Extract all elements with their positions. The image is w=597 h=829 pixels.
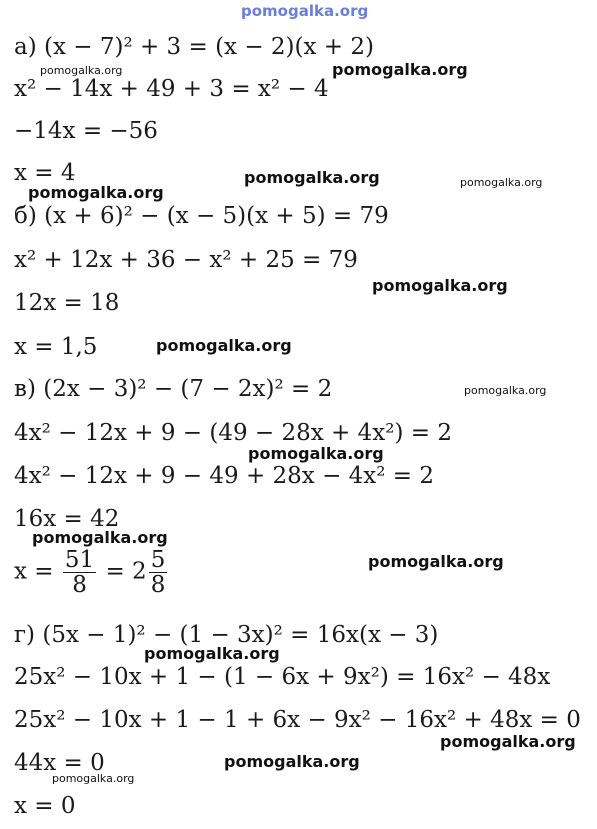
watermark-top: pomogalka.org bbox=[241, 2, 369, 20]
watermark: pomogalka.org bbox=[32, 528, 168, 547]
part-g-step-3: 44x = 0 bbox=[14, 750, 105, 776]
part-g-label: г) bbox=[14, 622, 36, 648]
part-b-step-2: 12x = 18 bbox=[14, 290, 120, 316]
part-v-step-2: 4x² − 12x + 9 − 49 + 28x − 4x² = 2 bbox=[14, 463, 435, 489]
part-b-equation bbox=[14, 205, 389, 228]
watermark: pomogalka.org bbox=[144, 644, 280, 663]
part-a-step-3: x = 4 bbox=[14, 160, 76, 186]
part-v-result-prefix: x = bbox=[14, 558, 54, 585]
watermark: pomogalka.org bbox=[248, 444, 384, 463]
part-v-result bbox=[14, 548, 169, 597]
watermark: pomogalka.org bbox=[224, 752, 360, 771]
part-v-fraction bbox=[63, 548, 96, 597]
part-v-step-3: 16x = 42 bbox=[14, 506, 120, 532]
watermark: pomogalka.org bbox=[332, 60, 468, 79]
part-v-label: в) bbox=[14, 376, 36, 402]
part-a-label: а) bbox=[14, 34, 37, 60]
part-v-result-eq: = 2 bbox=[105, 558, 147, 585]
part-a-step-1: x² − 14x + 49 + 3 = x² − 4 bbox=[14, 76, 329, 102]
part-v-fraction-num: 51 bbox=[64, 547, 95, 573]
watermark: pomogalka.org bbox=[244, 168, 380, 187]
part-g-step-2: 25x² − 10x + 1 − 1 + 6x − 9x² − 16x² + 48x = 0 bbox=[14, 707, 581, 733]
part-b-label: б) bbox=[14, 203, 37, 229]
part-v-step-1: 4x² − 12x + 9 − (49 − 28x + 4x²) = 2 bbox=[14, 420, 452, 446]
part-b-step-1: x² + 12x + 36 − x² + 25 = 79 bbox=[14, 247, 358, 273]
watermark: pomogalka.org bbox=[52, 772, 135, 785]
watermark: pomogalka.org bbox=[372, 276, 508, 295]
watermark: pomogalka.org bbox=[368, 552, 504, 571]
watermark: pomogalka.org bbox=[464, 384, 547, 397]
part-v-mixed-fraction bbox=[149, 548, 168, 597]
watermark: pomogalka.org bbox=[460, 176, 543, 189]
part-a-equation-text: (x − 7)² + 3 = (x − 2)(x + 2) bbox=[44, 34, 374, 60]
watermark: pomogalka.org bbox=[440, 732, 576, 751]
part-b-step-3: x = 1,5 bbox=[14, 334, 98, 360]
watermark: pomogalka.org bbox=[156, 336, 292, 355]
part-v-mixed-den: 8 bbox=[150, 572, 166, 599]
part-g-step-1: 25x² − 10x + 1 − (1 − 6x + 9x²) = 16x² − 48x bbox=[14, 664, 551, 690]
watermark: pomogalka.org bbox=[40, 64, 123, 77]
part-v-fraction-den: 8 bbox=[63, 572, 96, 597]
watermark: pomogalka.org bbox=[28, 183, 164, 202]
part-b-equation-text: (x + 6)² − (x − 5)(x + 5) = 79 bbox=[44, 203, 389, 229]
part-g-equation-text: (5x − 1)² − (1 − 3x)² = 16x(x − 3) bbox=[42, 622, 439, 648]
part-a-equation bbox=[14, 36, 374, 59]
part-v-equation bbox=[14, 378, 332, 401]
part-g-step-4: x = 0 bbox=[14, 793, 76, 819]
part-a-step-2: −14x = −56 bbox=[14, 118, 158, 144]
part-v-mixed-num: 5 bbox=[150, 547, 166, 573]
part-v-equation-text: (2x − 3)² − (7 − 2x)² = 2 bbox=[43, 376, 333, 402]
